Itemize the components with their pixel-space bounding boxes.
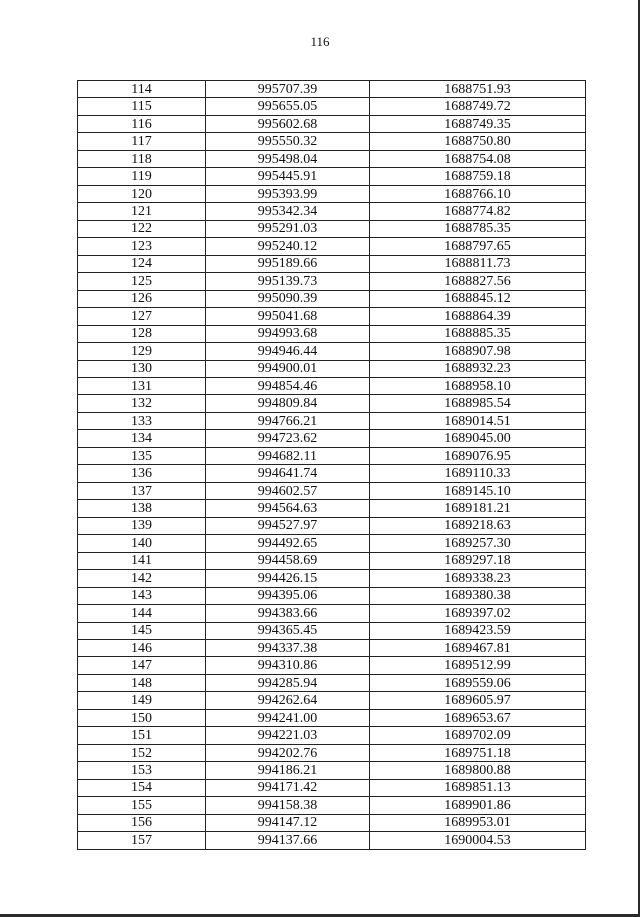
table-row [78, 343, 586, 360]
point-number-cell: 150 [78, 709, 206, 726]
point-number-cell: 141 [78, 552, 206, 569]
y-coordinate-cell: 1689851.13 [370, 779, 586, 796]
table-row [78, 727, 586, 744]
x-coordinate-cell: 994202.76 [206, 744, 370, 761]
x-coordinate-cell: 994137.66 [206, 832, 370, 849]
y-coordinate-cell: 1689397.02 [370, 605, 586, 622]
point-number-cell: 157 [78, 832, 206, 849]
table-row [78, 640, 586, 657]
table-row [78, 81, 586, 98]
point-number-cell: 137 [78, 482, 206, 499]
x-coordinate-cell: 995550.32 [206, 133, 370, 150]
x-coordinate-cell: 994262.64 [206, 692, 370, 709]
y-coordinate-cell: 1689076.95 [370, 447, 586, 464]
point-number-cell: 154 [78, 779, 206, 796]
y-coordinate-cell: 1688774.82 [370, 203, 586, 220]
table-row [78, 552, 586, 569]
y-coordinate-cell: 1689559.06 [370, 674, 586, 691]
x-coordinate-cell: 994365.45 [206, 622, 370, 639]
y-coordinate-cell: 1689045.00 [370, 430, 586, 447]
x-coordinate-cell: 995291.03 [206, 220, 370, 237]
y-coordinate-cell: 1689014.51 [370, 412, 586, 429]
point-number-cell: 151 [78, 727, 206, 744]
x-coordinate-cell: 994158.38 [206, 797, 370, 814]
table-row [78, 133, 586, 150]
point-number-cell: 121 [78, 203, 206, 220]
x-coordinate-cell: 994221.03 [206, 727, 370, 744]
y-coordinate-cell: 1688797.65 [370, 238, 586, 255]
x-coordinate-cell: 995240.12 [206, 238, 370, 255]
point-number-cell: 126 [78, 290, 206, 307]
point-number-cell: 130 [78, 360, 206, 377]
x-coordinate-cell: 995445.91 [206, 168, 370, 185]
x-coordinate-cell: 995189.66 [206, 255, 370, 272]
point-number-cell: 132 [78, 395, 206, 412]
table-row [78, 570, 586, 587]
x-coordinate-cell: 994383.66 [206, 605, 370, 622]
point-number-cell: 117 [78, 133, 206, 150]
y-coordinate-cell: 1689605.97 [370, 692, 586, 709]
y-coordinate-cell: 1689953.01 [370, 814, 586, 831]
point-number-cell: 144 [78, 605, 206, 622]
table-row [78, 744, 586, 761]
y-coordinate-cell: 1689751.18 [370, 744, 586, 761]
y-coordinate-cell: 1688958.10 [370, 377, 586, 394]
point-number-cell: 143 [78, 587, 206, 604]
point-number-cell: 139 [78, 517, 206, 534]
coordinates-table [77, 80, 586, 850]
y-coordinate-cell: 1689423.59 [370, 622, 586, 639]
x-coordinate-cell: 994564.63 [206, 500, 370, 517]
x-coordinate-cell: 994809.84 [206, 395, 370, 412]
table-row [78, 325, 586, 342]
table-row [78, 674, 586, 691]
y-coordinate-cell: 1689512.99 [370, 657, 586, 674]
x-coordinate-cell: 994147.12 [206, 814, 370, 831]
y-coordinate-cell: 1689110.33 [370, 465, 586, 482]
x-coordinate-cell: 994723.62 [206, 430, 370, 447]
y-coordinate-cell: 1688785.35 [370, 220, 586, 237]
x-coordinate-cell: 995602.68 [206, 115, 370, 132]
point-number-cell: 118 [78, 150, 206, 167]
table-row [78, 255, 586, 272]
point-number-cell: 123 [78, 238, 206, 255]
point-number-cell: 136 [78, 465, 206, 482]
table-row [78, 360, 586, 377]
x-coordinate-cell: 994285.94 [206, 674, 370, 691]
table-row [78, 430, 586, 447]
table-row [78, 657, 586, 674]
point-number-cell: 148 [78, 674, 206, 691]
x-coordinate-cell: 995393.99 [206, 185, 370, 202]
x-coordinate-cell: 995090.39 [206, 290, 370, 307]
x-coordinate-cell: 994186.21 [206, 762, 370, 779]
point-number-cell: 116 [78, 115, 206, 132]
point-number-cell: 153 [78, 762, 206, 779]
y-coordinate-cell: 1688749.35 [370, 115, 586, 132]
page-number: 116 [310, 34, 330, 49]
table-row [78, 587, 586, 604]
point-number-cell: 124 [78, 255, 206, 272]
x-coordinate-cell: 995498.04 [206, 150, 370, 167]
table-row [78, 98, 586, 115]
y-coordinate-cell: 1688749.72 [370, 98, 586, 115]
x-coordinate-cell: 994310.86 [206, 657, 370, 674]
y-coordinate-cell: 1689702.09 [370, 727, 586, 744]
x-coordinate-cell: 994682.11 [206, 447, 370, 464]
point-number-cell: 131 [78, 377, 206, 394]
y-coordinate-cell: 1688827.56 [370, 273, 586, 290]
y-coordinate-cell: 1689257.30 [370, 535, 586, 552]
table-row [78, 500, 586, 517]
table-row [78, 168, 586, 185]
point-number-cell: 127 [78, 308, 206, 325]
y-coordinate-cell: 1689218.63 [370, 517, 586, 534]
y-coordinate-cell: 1688751.93 [370, 81, 586, 98]
x-coordinate-cell: 994426.15 [206, 570, 370, 587]
y-coordinate-cell: 1690004.53 [370, 832, 586, 849]
y-coordinate-cell: 1689181.21 [370, 500, 586, 517]
x-coordinate-cell: 994766.21 [206, 412, 370, 429]
x-coordinate-cell: 994241.00 [206, 709, 370, 726]
y-coordinate-cell: 1688885.35 [370, 325, 586, 342]
point-number-cell: 142 [78, 570, 206, 587]
point-number-cell: 135 [78, 447, 206, 464]
table-row [78, 692, 586, 709]
table-row [78, 290, 586, 307]
point-number-cell: 140 [78, 535, 206, 552]
table-row [78, 447, 586, 464]
table-row [78, 220, 586, 237]
x-coordinate-cell: 994171.42 [206, 779, 370, 796]
y-coordinate-cell: 1689901.86 [370, 797, 586, 814]
point-number-cell: 125 [78, 273, 206, 290]
point-number-cell: 156 [78, 814, 206, 831]
y-coordinate-cell: 1688985.54 [370, 395, 586, 412]
table-row [78, 814, 586, 831]
table-row [78, 535, 586, 552]
point-number-cell: 145 [78, 622, 206, 639]
x-coordinate-cell: 994492.65 [206, 535, 370, 552]
point-number-cell: 147 [78, 657, 206, 674]
y-coordinate-cell: 1688907.98 [370, 343, 586, 360]
table-row [78, 412, 586, 429]
point-number-cell: 133 [78, 412, 206, 429]
coordinates-table-wrapper [77, 80, 585, 850]
y-coordinate-cell: 1688864.39 [370, 308, 586, 325]
y-coordinate-cell: 1689653.67 [370, 709, 586, 726]
table-row [78, 832, 586, 849]
y-coordinate-cell: 1689380.38 [370, 587, 586, 604]
table-row [78, 762, 586, 779]
table-row [78, 203, 586, 220]
y-coordinate-cell: 1688766.10 [370, 185, 586, 202]
y-coordinate-cell: 1688754.08 [370, 150, 586, 167]
x-coordinate-cell: 995139.73 [206, 273, 370, 290]
point-number-cell: 152 [78, 744, 206, 761]
table-row [78, 150, 586, 167]
point-number-cell: 128 [78, 325, 206, 342]
table-row [78, 115, 586, 132]
x-coordinate-cell: 994641.74 [206, 465, 370, 482]
y-coordinate-cell: 1689467.81 [370, 640, 586, 657]
table-row [78, 308, 586, 325]
x-coordinate-cell: 994602.57 [206, 482, 370, 499]
table-row [78, 605, 586, 622]
table-row [78, 622, 586, 639]
point-number-cell: 119 [78, 168, 206, 185]
table-row [78, 238, 586, 255]
x-coordinate-cell: 994527.97 [206, 517, 370, 534]
point-number-cell: 120 [78, 185, 206, 202]
coordinates-table-body [78, 81, 586, 850]
point-number-cell: 155 [78, 797, 206, 814]
point-number-cell: 149 [78, 692, 206, 709]
table-row [78, 482, 586, 499]
x-coordinate-cell: 995707.39 [206, 81, 370, 98]
point-number-cell: 146 [78, 640, 206, 657]
y-coordinate-cell: 1688811.73 [370, 255, 586, 272]
point-number-cell: 129 [78, 343, 206, 360]
y-coordinate-cell: 1689145.10 [370, 482, 586, 499]
y-coordinate-cell: 1688759.18 [370, 168, 586, 185]
x-coordinate-cell: 994337.38 [206, 640, 370, 657]
table-row [78, 273, 586, 290]
table-row [78, 797, 586, 814]
x-coordinate-cell: 994993.68 [206, 325, 370, 342]
x-coordinate-cell: 995655.05 [206, 98, 370, 115]
point-number-cell: 115 [78, 98, 206, 115]
point-number-cell: 134 [78, 430, 206, 447]
point-number-cell: 122 [78, 220, 206, 237]
table-row [78, 517, 586, 534]
y-coordinate-cell: 1689338.23 [370, 570, 586, 587]
x-coordinate-cell: 995041.68 [206, 308, 370, 325]
table-row [78, 709, 586, 726]
point-number-cell: 138 [78, 500, 206, 517]
table-row [78, 185, 586, 202]
x-coordinate-cell: 994395.06 [206, 587, 370, 604]
y-coordinate-cell: 1688932.23 [370, 360, 586, 377]
y-coordinate-cell: 1688845.12 [370, 290, 586, 307]
x-coordinate-cell: 994946.44 [206, 343, 370, 360]
y-coordinate-cell: 1689297.18 [370, 552, 586, 569]
point-number-cell: 114 [78, 81, 206, 98]
y-coordinate-cell: 1689800.88 [370, 762, 586, 779]
x-coordinate-cell: 994458.69 [206, 552, 370, 569]
x-coordinate-cell: 995342.34 [206, 203, 370, 220]
table-row [78, 779, 586, 796]
y-coordinate-cell: 1688750.80 [370, 133, 586, 150]
x-coordinate-cell: 994900.01 [206, 360, 370, 377]
table-row [78, 395, 586, 412]
table-row [78, 377, 586, 394]
table-row [78, 465, 586, 482]
x-coordinate-cell: 994854.46 [206, 377, 370, 394]
